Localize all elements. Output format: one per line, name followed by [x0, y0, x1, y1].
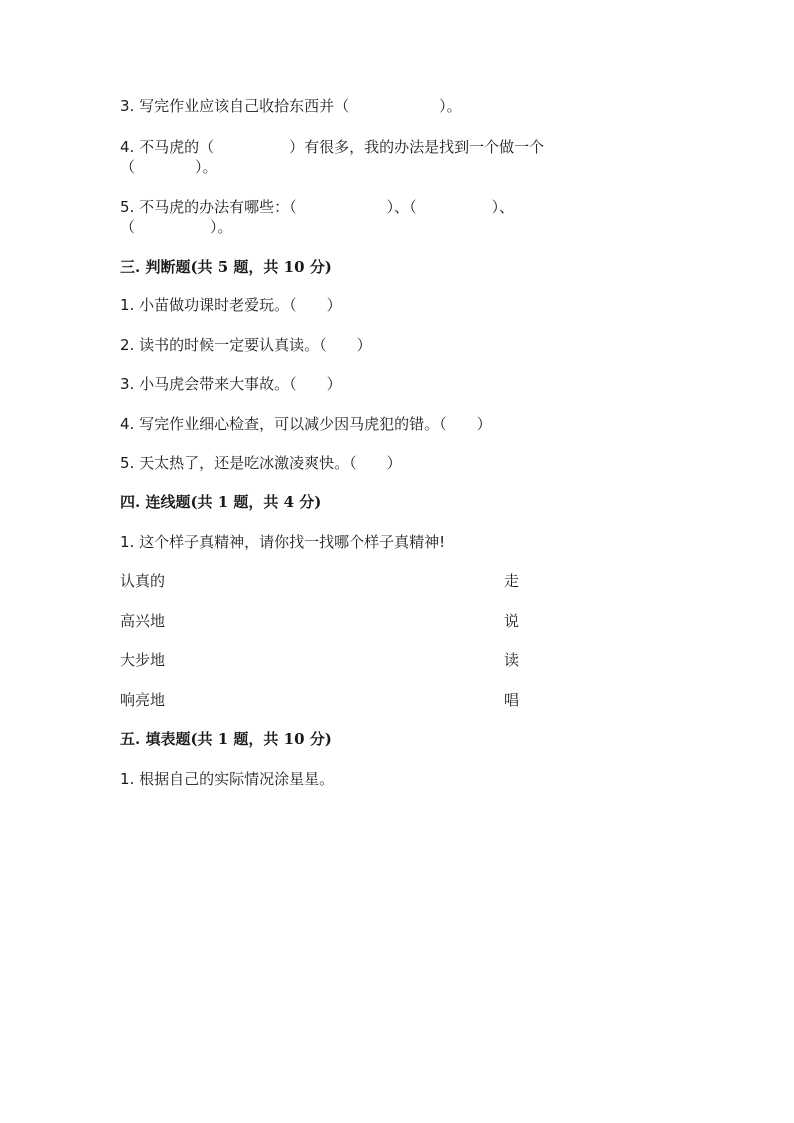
section-heading-judgement: 三. 判断题(共 5 题，共 10 分): [120, 258, 332, 276]
matching-left-item-3: 大步地: [120, 651, 166, 669]
fill-item-4-continued: （ ）。: [120, 158, 218, 176]
judgement-item-1: 1. 小苗做功课时老爱玩。（ ）: [120, 296, 342, 314]
table-question: 1. 根据自己的实际情况涂星星。: [120, 770, 335, 788]
matching-right-item-3: 读: [504, 651, 520, 669]
matching-right-item-1: 走: [504, 572, 520, 590]
fill-item-5-continued: （ ）。: [120, 218, 233, 236]
matching-left-item-1: 认真的: [120, 572, 166, 590]
judgement-item-3: 3. 小马虎会带来大事故。（ ）: [120, 375, 342, 393]
matching-right-item-2: 说: [504, 612, 520, 630]
matching-left-item-2: 高兴地: [120, 612, 166, 630]
matching-right-item-4: 唱: [504, 691, 520, 709]
section-heading-table: 五. 填表题(共 1 题，共 10 分): [120, 730, 332, 748]
judgement-item-4: 4. 写完作业细心检查，可以减少因马虎犯的错。（ ）: [120, 415, 492, 433]
matching-question: 1. 这个样子真精神，请你找一找哪个样子真精神!: [120, 533, 446, 551]
matching-left-item-4: 响亮地: [120, 691, 166, 709]
section-heading-matching: 四. 连线题(共 1 题，共 4 分): [120, 493, 322, 511]
judgement-item-5: 5. 天太热了，还是吃冰激凌爽快。（ ）: [120, 454, 402, 472]
fill-item-3: 3. 写完作业应该自己收拾东西并（ ）。: [120, 97, 462, 115]
fill-item-4: 4. 不马虎的（ ）有很多，我的办法是找到一个做一个: [120, 138, 545, 156]
fill-item-5: 5. 不马虎的办法有哪些：（ ）、（ ）、: [120, 198, 515, 216]
judgement-item-2: 2. 读书的时候一定要认真读。（ ）: [120, 336, 372, 354]
